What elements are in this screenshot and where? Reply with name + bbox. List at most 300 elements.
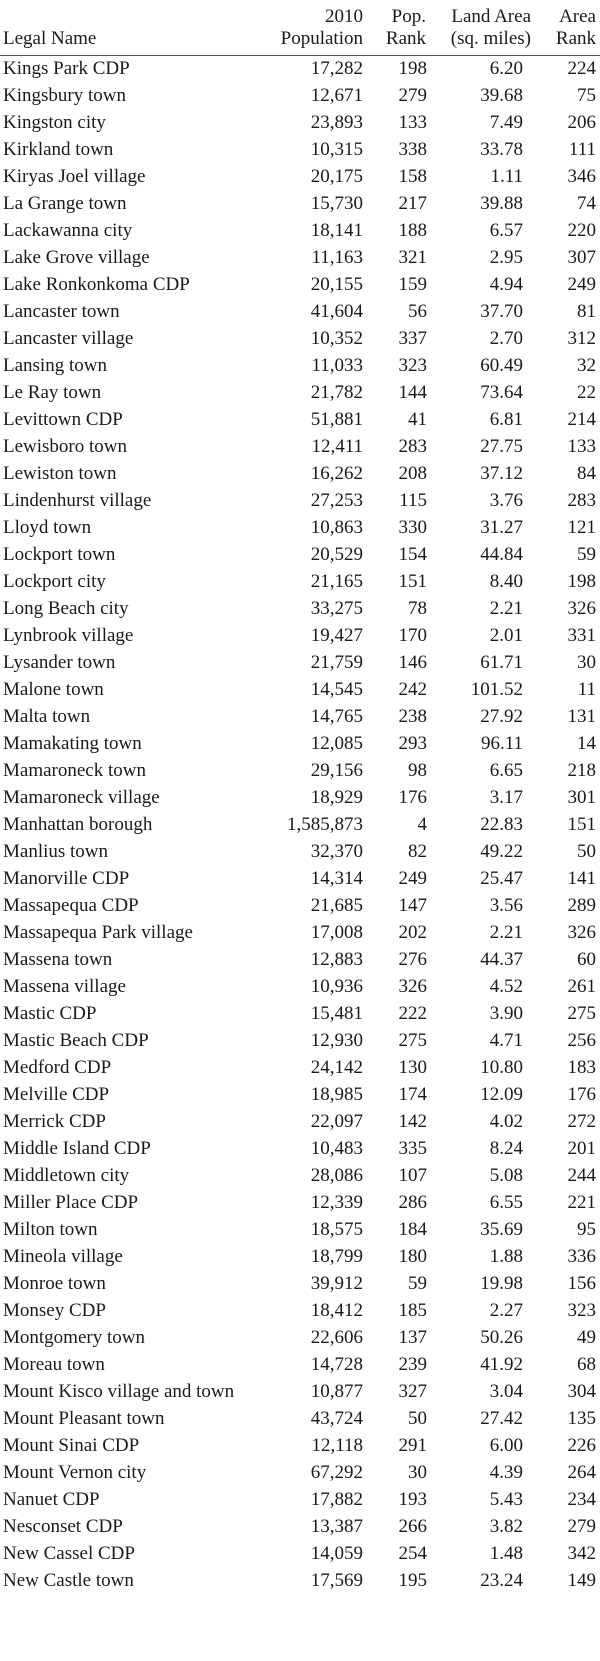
cell-area-rank xyxy=(535,56,600,84)
cell-area-rank-text: 336 xyxy=(567,1246,596,1267)
cell-population-text: 10,936 xyxy=(310,976,363,997)
cell-population xyxy=(255,1325,367,1352)
cell-pop-rank-text: 174 xyxy=(398,1084,427,1105)
cell-pop-rank xyxy=(367,1541,430,1568)
cell-area-rank xyxy=(535,461,600,488)
table-row xyxy=(0,920,600,947)
table-body xyxy=(0,56,600,1596)
cell-area-rank-text: 218 xyxy=(567,760,596,781)
cell-population xyxy=(255,1487,367,1514)
cell-legal-name-text: Lloyd town xyxy=(3,517,92,538)
cell-pop-rank xyxy=(367,1514,430,1541)
cell-legal-name xyxy=(0,650,255,677)
cell-legal-name-text: Mamakating town xyxy=(3,733,142,754)
cell-pop-rank xyxy=(367,1190,430,1217)
cell-area-rank-text: 220 xyxy=(567,220,596,241)
cell-land-area-text: 6.55 xyxy=(489,1192,523,1213)
table-row xyxy=(0,866,600,893)
cell-legal-name xyxy=(0,326,255,353)
cell-land-area-text: 19.98 xyxy=(480,1273,523,1294)
cell-legal-name xyxy=(0,704,255,731)
cell-land-area xyxy=(430,380,535,407)
table-row xyxy=(0,1055,600,1082)
cell-pop-rank xyxy=(367,191,430,218)
cell-legal-name-text: Massena town xyxy=(3,949,113,970)
cell-pop-rank-text: 154 xyxy=(398,544,427,565)
cell-population xyxy=(255,164,367,191)
cell-population-text: 10,863 xyxy=(310,517,363,538)
cell-area-rank xyxy=(535,1460,600,1487)
cell-land-area xyxy=(430,542,535,569)
table-row xyxy=(0,974,600,1001)
cell-legal-name-text: Kingsbury town xyxy=(3,85,126,106)
cell-legal-name-text: Middle Island CDP xyxy=(3,1138,151,1159)
cell-legal-name xyxy=(0,1379,255,1406)
table-row xyxy=(0,407,600,434)
cell-land-area xyxy=(430,1460,535,1487)
table-row xyxy=(0,488,600,515)
cell-pop-rank-text: 59 xyxy=(408,1273,427,1294)
cell-pop-rank xyxy=(367,56,430,84)
cell-population-text: 18,141 xyxy=(310,220,363,241)
cell-pop-rank-text: 158 xyxy=(398,166,427,187)
cell-population xyxy=(255,1541,367,1568)
cell-area-rank xyxy=(535,1352,600,1379)
cell-pop-rank xyxy=(367,434,430,461)
cell-legal-name-text: Monsey CDP xyxy=(3,1300,106,1321)
cell-legal-name-text: Medford CDP xyxy=(3,1057,112,1078)
cell-population-text: 21,685 xyxy=(310,895,363,916)
cell-legal-name-text: Melville CDP xyxy=(3,1084,110,1105)
cell-land-area-text: 44.84 xyxy=(480,544,523,565)
cell-area-rank-text: 346 xyxy=(567,166,596,187)
cell-population xyxy=(255,1082,367,1109)
cell-pop-rank-text: 176 xyxy=(398,787,427,808)
cell-population-text: 12,671 xyxy=(310,85,363,106)
cell-population-text: 17,282 xyxy=(310,58,363,79)
cell-area-rank xyxy=(535,596,600,623)
cell-legal-name xyxy=(0,299,255,326)
cell-pop-rank-text: 130 xyxy=(398,1057,427,1078)
cell-area-rank-text: 149 xyxy=(567,1570,596,1591)
cell-legal-name-text: Monroe town xyxy=(3,1273,106,1294)
table-row xyxy=(0,272,600,299)
cell-legal-name xyxy=(0,785,255,812)
cell-pop-rank xyxy=(367,1352,430,1379)
cell-population-text: 27,253 xyxy=(310,490,363,511)
cell-land-area-text: 101.52 xyxy=(470,679,523,700)
table-row xyxy=(0,1028,600,1055)
cell-pop-rank-text: 144 xyxy=(398,382,427,403)
cell-pop-rank xyxy=(367,326,430,353)
cell-area-rank-text: 304 xyxy=(567,1381,596,1402)
cell-area-rank xyxy=(535,407,600,434)
cell-land-area xyxy=(430,326,535,353)
cell-population xyxy=(255,83,367,110)
cell-area-rank xyxy=(535,1244,600,1271)
cell-land-area xyxy=(430,1109,535,1136)
cell-land-area-text: 3.56 xyxy=(489,895,523,916)
cell-land-area-text: 3.04 xyxy=(489,1381,523,1402)
cell-population-text: 12,118 xyxy=(311,1435,363,1456)
cell-population xyxy=(255,191,367,218)
cell-area-rank xyxy=(535,1568,600,1595)
cell-legal-name-text: Lockport city xyxy=(3,571,106,592)
header-land-area: Land Area (sq. miles) xyxy=(430,0,535,56)
cell-population xyxy=(255,272,367,299)
cell-area-rank xyxy=(535,1541,600,1568)
cell-population-text: 20,175 xyxy=(310,166,363,187)
cell-pop-rank xyxy=(367,947,430,974)
cell-legal-name xyxy=(0,488,255,515)
cell-legal-name-text: Lewiston town xyxy=(3,463,117,484)
cell-legal-name-text: La Grange town xyxy=(3,193,127,214)
cell-population xyxy=(255,785,367,812)
cell-population xyxy=(255,380,367,407)
cell-area-rank xyxy=(535,245,600,272)
table-row xyxy=(0,1514,600,1541)
cell-land-area xyxy=(430,1163,535,1190)
cell-legal-name xyxy=(0,893,255,920)
cell-population xyxy=(255,299,367,326)
cell-legal-name-text: Lockport town xyxy=(3,544,116,565)
cell-pop-rank xyxy=(367,677,430,704)
cell-land-area xyxy=(430,488,535,515)
cell-pop-rank-text: 335 xyxy=(398,1138,427,1159)
cell-area-rank-text: 95 xyxy=(577,1219,596,1240)
cell-land-area xyxy=(430,515,535,542)
table-row xyxy=(0,785,600,812)
cell-land-area-text: 3.90 xyxy=(489,1003,523,1024)
cell-legal-name-text: Mount Pleasant town xyxy=(3,1408,165,1429)
cell-pop-rank-text: 195 xyxy=(398,1570,427,1591)
cell-pop-rank-text: 180 xyxy=(398,1246,427,1267)
cell-land-area-text: 2.01 xyxy=(489,625,523,646)
table-row xyxy=(0,515,600,542)
cell-legal-name xyxy=(0,1433,255,1460)
cell-land-area xyxy=(430,299,535,326)
cell-land-area-text: 73.64 xyxy=(480,382,523,403)
cell-legal-name-text: Lansing town xyxy=(3,355,107,376)
cell-legal-name xyxy=(0,218,255,245)
cell-pop-rank-text: 338 xyxy=(398,139,427,160)
cell-land-area-text: 7.49 xyxy=(489,112,523,133)
cell-pop-rank-text: 217 xyxy=(398,193,427,214)
cell-land-area-text: 5.08 xyxy=(489,1165,523,1186)
cell-pop-rank xyxy=(367,1460,430,1487)
cell-population-text: 18,412 xyxy=(310,1300,363,1321)
cell-legal-name xyxy=(0,974,255,1001)
cell-land-area-text: 39.68 xyxy=(480,85,523,106)
cell-land-area-text: 8.40 xyxy=(489,571,523,592)
cell-land-area xyxy=(430,1541,535,1568)
cell-pop-rank-text: 279 xyxy=(398,85,427,106)
cell-pop-rank-text: 4 xyxy=(417,814,427,835)
cell-population xyxy=(255,1379,367,1406)
cell-pop-rank xyxy=(367,596,430,623)
cell-population xyxy=(255,1028,367,1055)
cell-area-rank-text: 59 xyxy=(577,544,596,565)
cell-area-rank xyxy=(535,299,600,326)
cell-pop-rank-text: 242 xyxy=(398,679,427,700)
cell-area-rank-text: 11 xyxy=(577,679,596,700)
cell-land-area-text: 3.17 xyxy=(489,787,523,808)
cell-pop-rank xyxy=(367,218,430,245)
cell-area-rank-text: 279 xyxy=(567,1516,596,1537)
table-row xyxy=(0,218,600,245)
cell-pop-rank-text: 78 xyxy=(408,598,427,619)
cell-land-area-text: 37.12 xyxy=(480,463,523,484)
cell-land-area-text: 2.21 xyxy=(489,922,523,943)
cell-pop-rank xyxy=(367,137,430,164)
cell-population-text: 10,315 xyxy=(310,139,363,160)
cell-population xyxy=(255,650,367,677)
cell-area-rank xyxy=(535,272,600,299)
cell-pop-rank xyxy=(367,866,430,893)
cell-pop-rank-text: 41 xyxy=(408,409,427,430)
cell-area-rank xyxy=(535,758,600,785)
cell-area-rank xyxy=(535,1298,600,1325)
cell-population-text: 14,728 xyxy=(310,1354,363,1375)
cell-population-text: 18,985 xyxy=(310,1084,363,1105)
cell-area-rank-text: 256 xyxy=(567,1030,596,1051)
cell-area-rank xyxy=(535,866,600,893)
cell-land-area-text: 27.92 xyxy=(480,706,523,727)
cell-pop-rank xyxy=(367,1163,430,1190)
cell-population-text: 33,275 xyxy=(310,598,363,619)
cell-area-rank xyxy=(535,704,600,731)
cell-population-text: 1,585,873 xyxy=(287,814,363,835)
cell-pop-rank-text: 98 xyxy=(408,760,427,781)
table-row xyxy=(0,731,600,758)
cell-area-rank xyxy=(535,947,600,974)
cell-pop-rank-text: 293 xyxy=(398,733,427,754)
cell-pop-rank xyxy=(367,515,430,542)
cell-population xyxy=(255,866,367,893)
cell-area-rank-text: 214 xyxy=(567,409,596,430)
cell-population-text: 20,529 xyxy=(310,544,363,565)
cell-legal-name-text: Kirkland town xyxy=(3,139,114,160)
cell-population xyxy=(255,1514,367,1541)
cell-population xyxy=(255,137,367,164)
cell-pop-rank xyxy=(367,839,430,866)
cell-land-area xyxy=(430,1136,535,1163)
cell-area-rank-text: 121 xyxy=(567,517,596,538)
table-row xyxy=(0,137,600,164)
cell-pop-rank-text: 30 xyxy=(408,1462,427,1483)
cell-area-rank-text: 141 xyxy=(567,868,596,889)
cell-land-area xyxy=(430,1298,535,1325)
cell-area-rank-text: 176 xyxy=(567,1084,596,1105)
cell-pop-rank-text: 133 xyxy=(398,112,427,133)
cell-area-rank-text: 206 xyxy=(567,112,596,133)
cell-area-rank xyxy=(535,785,600,812)
cell-legal-name xyxy=(0,623,255,650)
cell-area-rank-text: 326 xyxy=(567,598,596,619)
cell-area-rank xyxy=(535,1028,600,1055)
cell-pop-rank xyxy=(367,1217,430,1244)
table-row xyxy=(0,1460,600,1487)
cell-population xyxy=(255,326,367,353)
cell-land-area xyxy=(430,407,535,434)
cell-legal-name xyxy=(0,110,255,137)
cell-land-area xyxy=(430,461,535,488)
cell-population-text: 39,912 xyxy=(310,1273,363,1294)
table-row xyxy=(0,758,600,785)
cell-land-area xyxy=(430,1028,535,1055)
cell-area-rank xyxy=(535,515,600,542)
cell-area-rank xyxy=(535,1487,600,1514)
cell-land-area xyxy=(430,596,535,623)
cell-land-area xyxy=(430,623,535,650)
cell-area-rank-text: 111 xyxy=(568,139,596,160)
cell-land-area-text: 4.39 xyxy=(489,1462,523,1483)
cell-land-area xyxy=(430,272,535,299)
cell-pop-rank-text: 56 xyxy=(408,301,427,322)
cell-population xyxy=(255,1217,367,1244)
cell-legal-name xyxy=(0,515,255,542)
cell-population-text: 18,929 xyxy=(310,787,363,808)
cell-population-text: 16,262 xyxy=(310,463,363,484)
cell-population-text: 14,059 xyxy=(310,1543,363,1564)
table-row xyxy=(0,1325,600,1352)
table-row xyxy=(0,1487,600,1514)
table-row xyxy=(0,1217,600,1244)
cell-area-rank-text: 331 xyxy=(567,625,596,646)
table-row xyxy=(0,1082,600,1109)
cell-land-area xyxy=(430,137,535,164)
cell-land-area-text: 60.49 xyxy=(480,355,523,376)
cell-area-rank-text: 30 xyxy=(577,652,596,673)
cell-area-rank xyxy=(535,920,600,947)
cell-area-rank-text: 272 xyxy=(567,1111,596,1132)
table-row xyxy=(0,839,600,866)
cell-land-area-text: 4.52 xyxy=(489,976,523,997)
cell-land-area-text: 10.80 xyxy=(480,1057,523,1078)
cell-population xyxy=(255,623,367,650)
table-row xyxy=(0,164,600,191)
cell-legal-name-text: Mount Sinai CDP xyxy=(3,1435,140,1456)
cell-area-rank xyxy=(535,1001,600,1028)
cell-population-text: 67,292 xyxy=(310,1462,363,1483)
cell-land-area-text: 27.42 xyxy=(480,1408,523,1429)
cell-area-rank xyxy=(535,1163,600,1190)
cell-population xyxy=(255,974,367,1001)
cell-land-area xyxy=(430,785,535,812)
cell-area-rank xyxy=(535,677,600,704)
table-row xyxy=(0,1568,600,1595)
cell-area-rank-text: 312 xyxy=(567,328,596,349)
cell-pop-rank xyxy=(367,812,430,839)
cell-land-area-text: 6.57 xyxy=(489,220,523,241)
cell-area-rank-text: 323 xyxy=(567,1300,596,1321)
cell-legal-name-text: Massapequa CDP xyxy=(3,895,139,916)
cell-pop-rank xyxy=(367,1271,430,1298)
cell-legal-name xyxy=(0,56,255,84)
table-row xyxy=(0,1433,600,1460)
cell-population-text: 12,883 xyxy=(310,949,363,970)
cell-legal-name xyxy=(0,1568,255,1595)
cell-population xyxy=(255,812,367,839)
cell-land-area xyxy=(430,1001,535,1028)
cell-land-area xyxy=(430,1055,535,1082)
table-row xyxy=(0,623,600,650)
cell-population xyxy=(255,353,367,380)
cell-land-area xyxy=(430,1433,535,1460)
cell-pop-rank-text: 275 xyxy=(398,1030,427,1051)
cell-legal-name-text: Miller Place CDP xyxy=(3,1192,139,1213)
cell-population xyxy=(255,488,367,515)
cell-area-rank xyxy=(535,110,600,137)
cell-area-rank-text: 60 xyxy=(577,949,596,970)
cell-pop-rank-text: 337 xyxy=(398,328,427,349)
cell-legal-name-text: Levittown CDP xyxy=(3,409,123,430)
cell-population-text: 11,033 xyxy=(311,355,363,376)
cell-pop-rank-text: 208 xyxy=(398,463,427,484)
cell-legal-name-text: Lysander town xyxy=(3,652,116,673)
cell-population-text: 21,782 xyxy=(310,382,363,403)
cell-population xyxy=(255,677,367,704)
cell-legal-name xyxy=(0,83,255,110)
cell-population-text: 10,483 xyxy=(310,1138,363,1159)
cell-area-rank xyxy=(535,812,600,839)
cell-population-text: 14,545 xyxy=(310,679,363,700)
cell-land-area-text: 50.26 xyxy=(480,1327,523,1348)
cell-population xyxy=(255,1298,367,1325)
cell-land-area-text: 2.21 xyxy=(489,598,523,619)
cell-pop-rank xyxy=(367,164,430,191)
table-row xyxy=(0,1001,600,1028)
cell-population-text: 20,155 xyxy=(310,274,363,295)
cell-population-text: 10,352 xyxy=(310,328,363,349)
table-row xyxy=(0,434,600,461)
cell-land-area-text: 23.24 xyxy=(480,1570,523,1591)
cell-pop-rank xyxy=(367,83,430,110)
cell-pop-rank-text: 185 xyxy=(398,1300,427,1321)
cell-land-area-text: 12.09 xyxy=(480,1084,523,1105)
cell-pop-rank-text: 254 xyxy=(398,1543,427,1564)
cell-area-rank-text: 224 xyxy=(567,58,596,79)
cell-land-area xyxy=(430,218,535,245)
cell-population xyxy=(255,1244,367,1271)
cell-area-rank-text: 301 xyxy=(567,787,596,808)
cell-legal-name xyxy=(0,1514,255,1541)
cell-population xyxy=(255,1271,367,1298)
cell-land-area xyxy=(430,434,535,461)
cell-legal-name-text: Milton town xyxy=(3,1219,98,1240)
table-row xyxy=(0,56,600,84)
cell-area-rank xyxy=(535,1325,600,1352)
cell-pop-rank-text: 283 xyxy=(398,436,427,457)
cell-legal-name xyxy=(0,596,255,623)
header-area-rank: Area Rank xyxy=(535,0,600,56)
cell-legal-name xyxy=(0,164,255,191)
cell-pop-rank-text: 239 xyxy=(398,1354,427,1375)
cell-area-rank-text: 151 xyxy=(567,814,596,835)
cell-pop-rank xyxy=(367,1568,430,1595)
cell-land-area-text: 41.92 xyxy=(480,1354,523,1375)
cell-population xyxy=(255,839,367,866)
cell-population-text: 17,569 xyxy=(310,1570,363,1591)
cell-population xyxy=(255,434,367,461)
cell-legal-name xyxy=(0,812,255,839)
header-pop-rank: Pop. Rank xyxy=(367,0,430,56)
cell-land-area-text: 6.65 xyxy=(489,760,523,781)
cell-population xyxy=(255,1433,367,1460)
cell-pop-rank xyxy=(367,488,430,515)
cell-pop-rank xyxy=(367,569,430,596)
cell-population-text: 15,481 xyxy=(310,1003,363,1024)
